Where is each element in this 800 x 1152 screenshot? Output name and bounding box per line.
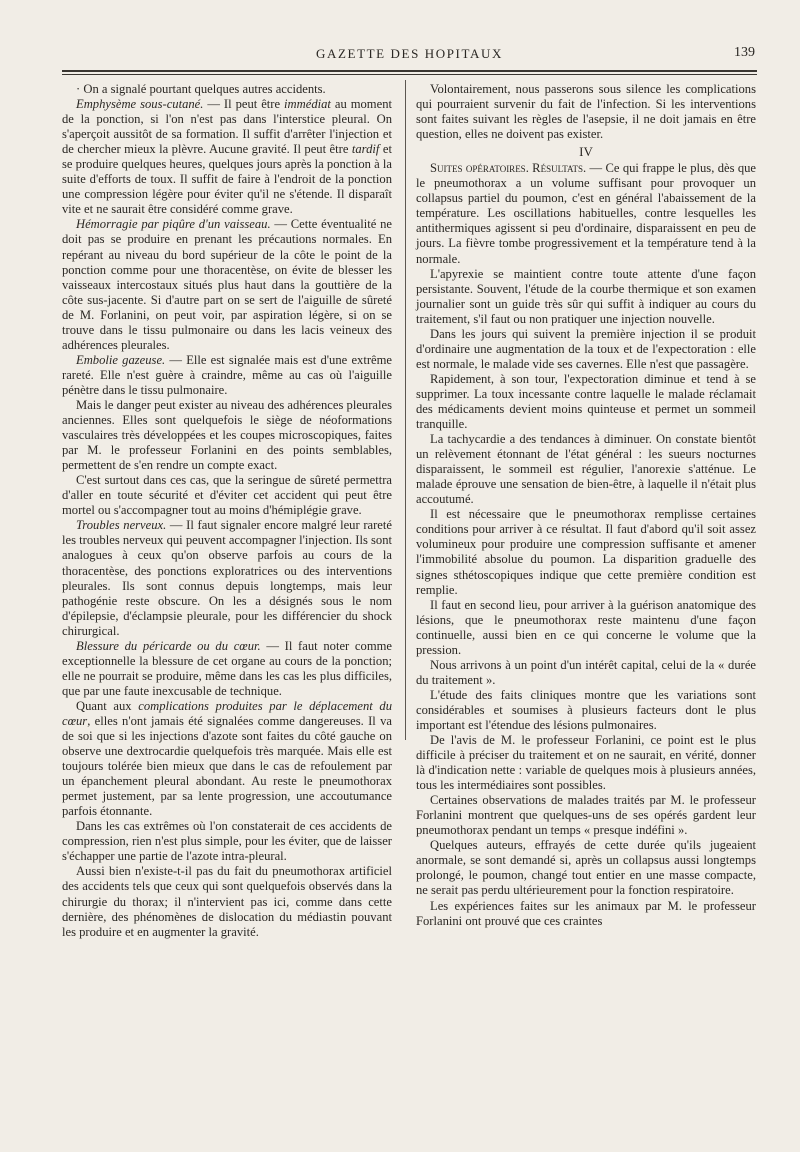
paragraph: · On a signalé pourtant quelques autres accidents. [76,82,326,96]
paragraph-embolism: Embolie gazeuse. — Elle est signalée mais est d'une extrême rareté. Elle n'est guère à craindre, même au cas où l'aiguille pénètre dans le tissu pulmonaire. [62,352,392,397]
paragraph: Les expériences faites sur les animaux par M. le professeur Forlanini ont prouvé que ces craintes [416,898,756,928]
paragraph: C'est surtout dans ces cas, que la seringue de sûreté permettra d'aller en toute sécurité et d'éviter cet accident qui peut être mortel ou s'accompagner tout au moins d'hémiplégie grave. [62,473,392,518]
paragraph: L'apyrexie se maintient contre toute attente d'une façon persistante. Souvent, l'étude de la courbe thermique et son examen journalier sont un guide très sûr qui suffit à indiquer au cours du traitement, s'il faut ou non pratiquer une injection nouvelle. [416,266,756,326]
subheading: Emphysème sous-cutané. [76,97,204,112]
left-column [62,82,392,940]
section-number: IV [579,144,593,160]
paragraph: Aussi bien n'existe-t-il pas du fait du pneumothorax artificiel des accidents tels que ceux qui sont quelquefois observés dans la chirurgie du thorax; il n'intervient pas ici, comme dans cette dernière, des phénomènes de dislocation du médiastin pouvant les produire et en augmenter la gravité. [62,864,392,939]
paragraph-nervous-troubles: Troubles nerveux. — Il faut signaler encore malgré leur rareté les troubles nerveux qui peuvent accompagner l'injection. Ils sont analogues à ceux qu'on observe parfois au cours de la thoracentèse, des ponctions exploratrices ou des interventions pleurales. Ils sont connus depuis longtemps, mais leur pathogénie reste obscure. On les a désignés sous le nom d'épilepsie, d'éclampsie pleurale, pour les différencier du shock chirurgical. [62,518,392,638]
paragraph: La tachycardie a des tendances à diminuer. On constate bientôt un relèvement étonnant de l'état général : les sueurs nocturnes disparaissent, le sommeil est régulier, l'anorexie s'atténue. Le malade éprouve une sensation de bien-être, à laquelle il n'était plus accoutumé. [416,432,756,507]
right-column [416,82,756,929]
paragraph-pericardium: Blessure du péricarde ou du cœur. — Il faut noter comme exceptionnelle la blessure de cet organe au cours de la ponction; elle ne pourrait se produire, même dans les cas les plus difficiles, que par une faute inexcusable de technique. [62,638,392,698]
header-rule-thick [62,70,757,72]
paragraph-emphysema: Emphysème sous-cutané. — Il peut être immédiat au moment de la ponction, si l'on n'est pas dans l'interstice pleural. On s'aperçoit aussitôt de sa formation. Il suffit d'arrêter l'injection et de chercher mieux la plèvre. Aucune gravité. Il peut être tardif et se produire quelques heures, quelques jours après la ponction à la suite d'efforts de toux. Il suffit de faire à l'endroit de la ponction une compression légère pour éviter qu'il ne s'étende. Il disparaît vite et ne saurait être considéré comme grave. [62,97,392,217]
paragraph: Il faut en second lieu, pour arriver à la guérison anatomique des lésions, que le pneumothorax reste maintenu d'une façon continuelle, aussi bien en ce qui concerne le volume que la pression. [416,597,756,657]
running-head [62,44,757,64]
paragraph: L'étude des faits cliniques montre que les variations sont considérables et soumises à plusieurs facteurs dont le plus important est l'étendue des lésions pulmonaires. [416,687,756,732]
paragraph-hemorrhage: Hémorragie par piqûre d'un vaisseau. — Cette éventualité ne doit pas se produire en prenant les précautions normales. En repérant au niveau du bord supérieur de la côte le point de la ponction comme pour une thoracentèse, on évite de blesser les vaisseaux intercostaux situés plus haut dans la gouttière de la côte sus-jacente. Si d'autre part on se sert de l'aiguille de sûreté de M. Forlanini, on peut voir, par aspiration légère, si on se trouve dans le tissu pulmonaire ou dans les lacis veineux des adhérences pleurales. [62,217,392,352]
subheading: Hémorragie par piqûre d'un vaisseau. [76,217,271,232]
paragraph: Certaines observations de malades traités par M. le professeur Forlanini montrent que quelques-uns de ses opérés gardent leur pneumothorax pendant un temps « presque indéfini ». [416,793,756,838]
paragraph-heart-displacement: Quant aux complications produites par le déplacement du cœur, elles n'ont jamais été signalées comme dangereuses. Il va de soi que si les injections d'azote sont faites du côté gauche on observe une dextrocardie quelquefois très marquée. Mais elle est toujours tolérée bien mieux que dans le cas de refoulement par un épanchement pleural abondant. Au reste le pneumothorax permet justement, par sa lente progression, une accoutumance parfois étonnante. [62,698,392,819]
paragraph-results: Suites opératoires. Résultats. — Ce qui frappe le plus, dès que le pneumothorax a un volume suffisant pour provoquer un collapsus partiel du poumon, c'est en général l'abaissement de la température. Les oscillations habituelles, contre lesquelles les antithermiques agissent si peu d'ordinaire, disparaissent en peu de jours. La fièvre tombe progressivement et la température tend à la normale. [416,161,757,266]
page-number: 139 [734,45,755,60]
subheading: Blessure du péricarde ou du cœur. [76,638,261,653]
paragraph: Rapidement, à son tour, l'expectoration diminue et tend à se supprimer. La toux incessante contre laquelle le malade réclamait des médicaments devient moins quinteuse et permet un sommeil tranquille. [416,371,756,432]
paragraph: Volontairement, nous passerons sous silence les complications qui pourraient survenir du fait de l'infection. Si les interventions sont faites suivant les règles de l'asepsie, il ne doit jamais en être question, elles ne doivent pas exister. [416,82,756,142]
paragraph: Mais le danger peut exister au niveau des adhérences pleurales anciennes. Elles sont quelquefois le siège de néoformations vasculaires très développées et les coupes microscopiques, faites par M. le professeur Forlanini en des points semblables, permettent de s'en rendre un compte exact. [62,397,392,473]
subheading: Embolie gazeuse. [76,352,166,367]
paragraph: Dans les cas extrêmes où l'on constaterait de ces accidents de compression, rien n'est plus simple, pour les éviter, que de laisser s'échapper une partie de l'azote intra-pleural. [62,819,392,864]
paragraph: De l'avis de M. le professeur Forlanini, ce point est le plus difficile à préciser du traitement et on ne saurait, en vérité, donner là d'indication nette : variable de quelques mois à plusieurs années, tous les intermédiaires sont possibles. [416,733,756,793]
subheading: Troubles nerveux. [76,518,167,533]
paragraph: Quelques auteurs, effrayés de cette durée qu'ils jugeaient anormale, se sont demandé si, après un collapsus aussi longtemps prolongé, le poumon, changé tout entier en une masse compacte, ne serait pas perdu ultérieurement pour la fonction respiratoire. [416,838,756,898]
section-title: Suites opératoires. Résultats. [430,161,587,176]
header-rule-thin [62,74,757,75]
column-divider [405,80,406,740]
running-title: GAZETTE DES HOPITAUX [316,46,503,61]
paragraph: Il est nécessaire que le pneumothorax remplisse certaines conditions pour arriver à ce résultat. Il faut d'abord qu'il soit assez volumineux pour produire une compression suffisante et amener l'immobilité absolue du poumon. La disparition graduelle des signes sthétoscopiques indique que cette première condition est remplie. [416,507,756,597]
paragraph: Nous arrivons à un point d'un intérêt capital, celui de la « durée du traitement ». [416,657,756,687]
paragraph: Dans les jours qui suivent la première injection il se produit d'ordinaire une augmentation de la toux et de l'expectoration : elle est normale, le malade vide ses cavernes. Elle n'est que passagère. [416,326,756,371]
